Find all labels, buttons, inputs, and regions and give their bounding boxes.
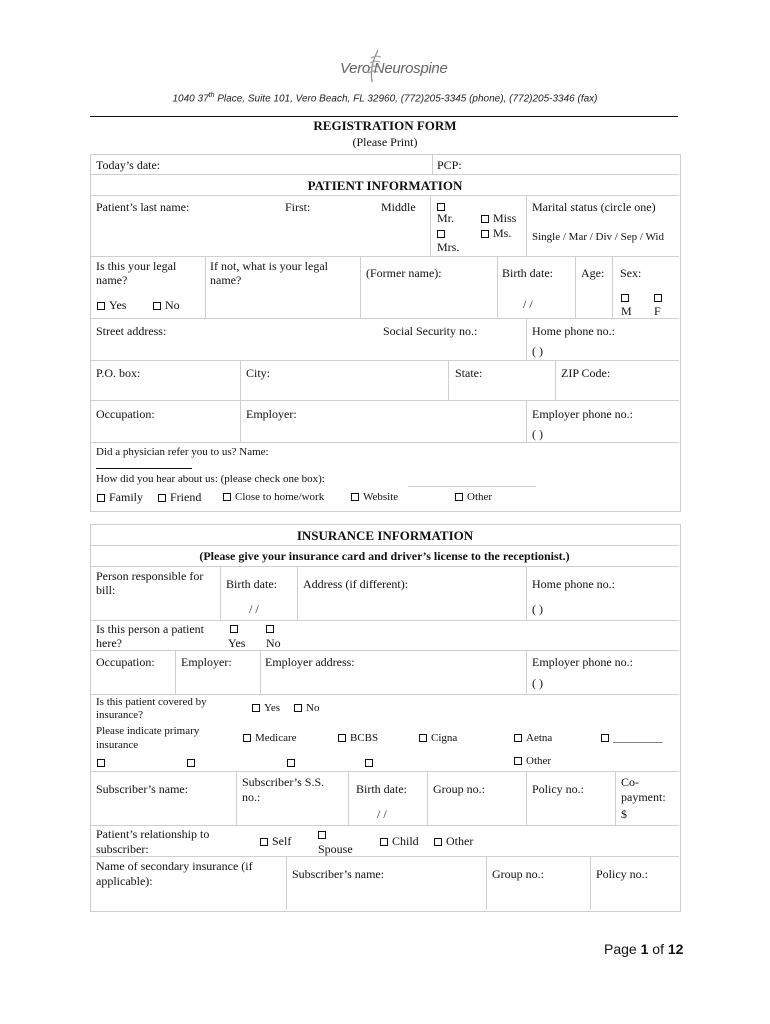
title-checkbox-mrs[interactable] bbox=[437, 226, 449, 241]
covered-no-checkbox[interactable] bbox=[294, 702, 319, 714]
custom-carrier-blank: _________ bbox=[613, 732, 663, 744]
home-phone-parens: ( ) bbox=[532, 344, 543, 358]
checkbox-icon bbox=[97, 494, 105, 502]
checkbox-icon bbox=[481, 230, 489, 238]
resp-employer-phone-field[interactable]: Employer phone no.: bbox=[532, 655, 633, 669]
current-page: 1 bbox=[640, 941, 649, 957]
covered-question-2: insurance? bbox=[96, 709, 144, 721]
title-label-mr: Mr. bbox=[437, 211, 455, 225]
hear-family-checkbox[interactable] bbox=[97, 490, 143, 505]
secondary-policy-field[interactable]: Policy no.: bbox=[596, 867, 649, 881]
other-carrier-checkbox[interactable] bbox=[514, 755, 551, 767]
family-label: Family bbox=[109, 490, 144, 504]
relationship-child-checkbox[interactable] bbox=[380, 834, 419, 849]
checkbox-icon bbox=[437, 230, 445, 238]
resp-birth-date-field[interactable]: Birth date: bbox=[226, 577, 277, 591]
home-phone-field[interactable]: Home phone no.: bbox=[532, 324, 615, 338]
primary-insurance-label-2: insurance bbox=[96, 739, 139, 751]
divider bbox=[90, 771, 679, 772]
bcbs-label: BCBS bbox=[350, 732, 379, 744]
secondary-subscriber-field[interactable]: Subscriber’s name: bbox=[292, 867, 385, 881]
child-label: Child bbox=[392, 834, 419, 848]
divider bbox=[427, 771, 428, 825]
divider bbox=[90, 650, 679, 651]
ms-label: Ms. bbox=[493, 226, 512, 240]
practice-address bbox=[0, 92, 770, 104]
divider bbox=[430, 195, 431, 256]
checkbox-icon bbox=[243, 734, 251, 742]
legal-name-question-2: name? bbox=[96, 273, 128, 287]
age-field[interactable]: Age: bbox=[581, 266, 605, 280]
birth-date-slashes: / / bbox=[523, 297, 533, 311]
extra-checkbox-2[interactable] bbox=[187, 755, 199, 770]
relationship-other-checkbox[interactable] bbox=[434, 834, 473, 849]
checkbox-icon bbox=[481, 215, 489, 223]
page-prefix: Page bbox=[604, 941, 641, 957]
street-address-field[interactable]: Street address: bbox=[96, 324, 167, 338]
checkbox-icon bbox=[97, 759, 105, 767]
former-name-field[interactable]: (Former name): bbox=[366, 266, 442, 280]
checkbox-icon bbox=[514, 734, 522, 742]
checkbox-icon bbox=[187, 759, 195, 767]
is-patient-no-checkbox[interactable] bbox=[266, 621, 278, 636]
extra-checkbox-3[interactable] bbox=[287, 755, 299, 770]
subscriber-name-field[interactable]: Subscriber’s name: bbox=[96, 782, 189, 796]
form-subtitle: (Please Print) bbox=[352, 135, 418, 149]
first-name-field[interactable]: First: bbox=[285, 200, 311, 214]
patient-section-title: PATIENT INFORMATION bbox=[307, 178, 463, 193]
divider bbox=[220, 566, 221, 620]
hear-friend-checkbox[interactable] bbox=[158, 490, 201, 505]
primary-insurance-label: Please indicate primary bbox=[96, 725, 200, 737]
checkbox-icon bbox=[252, 704, 260, 712]
checkbox-icon bbox=[365, 759, 373, 767]
divider bbox=[497, 256, 498, 318]
checkbox-icon bbox=[338, 734, 346, 742]
divider bbox=[90, 256, 679, 257]
divider bbox=[526, 400, 527, 442]
checkbox-icon bbox=[351, 493, 359, 501]
ssn-field[interactable]: Social Security no.: bbox=[383, 324, 478, 338]
state-field[interactable]: State: bbox=[455, 366, 483, 380]
divider bbox=[526, 771, 527, 825]
spouse-label: Spouse bbox=[318, 842, 353, 856]
divider bbox=[297, 566, 298, 620]
divider bbox=[240, 400, 241, 442]
page-of: of bbox=[648, 941, 668, 957]
policy-no-field[interactable]: Policy no.: bbox=[532, 782, 585, 796]
divider bbox=[90, 825, 679, 826]
divider bbox=[432, 154, 433, 174]
covered-yes-checkbox[interactable] bbox=[252, 702, 280, 714]
relationship-spouse-checkbox[interactable] bbox=[318, 827, 330, 842]
divider bbox=[526, 566, 527, 620]
checkbox-icon bbox=[260, 838, 268, 846]
cigna-label: Cigna bbox=[431, 732, 458, 744]
sex-label: Sex: bbox=[620, 266, 642, 280]
middle-name-field[interactable]: Middle bbox=[381, 200, 416, 214]
subscriber-birth-date-field[interactable]: Birth date: bbox=[356, 782, 407, 796]
bcbs-checkbox[interactable] bbox=[338, 732, 378, 744]
divider bbox=[526, 318, 527, 360]
divider bbox=[205, 256, 206, 318]
divider bbox=[90, 442, 679, 443]
sex-m-label: M bbox=[621, 304, 632, 318]
divider bbox=[555, 360, 556, 400]
if-not-legal-name: If not, what is your legal bbox=[210, 259, 328, 273]
title-checkbox-miss[interactable] bbox=[481, 211, 516, 226]
hear-other-line bbox=[408, 486, 536, 487]
close-label: Close to home/work bbox=[235, 491, 325, 503]
is-patient-yes-label: Yes bbox=[228, 636, 246, 650]
resp-home-phone-parens: ( ) bbox=[532, 602, 543, 616]
is-patient-yes-checkbox[interactable] bbox=[230, 621, 242, 636]
checkbox-icon bbox=[601, 734, 609, 742]
city-field[interactable]: City: bbox=[246, 366, 271, 380]
subscriber-birth-date-slashes: / / bbox=[377, 807, 387, 821]
referral-question: Did a physician refer you to us? Name: bbox=[96, 446, 269, 458]
divider bbox=[90, 566, 679, 567]
title-label-mrs: Mrs. bbox=[437, 240, 460, 254]
resp-employer-address-field[interactable]: Employer address: bbox=[265, 655, 355, 669]
divider bbox=[260, 650, 261, 694]
checkbox-icon bbox=[437, 203, 445, 211]
how-hear-question: How did you hear about us: (please check one box): bbox=[96, 473, 325, 485]
yes-label: Yes bbox=[264, 702, 281, 714]
extra-checkbox-4[interactable] bbox=[365, 755, 377, 770]
checkbox-icon bbox=[153, 302, 161, 310]
responsible-party-label: Person responsible for bbox=[96, 569, 204, 583]
sex-f-label: F bbox=[654, 304, 661, 318]
custom-carrier-checkbox[interactable] bbox=[601, 732, 663, 744]
divider bbox=[236, 771, 237, 825]
is-patient-question-2: here? bbox=[96, 636, 122, 650]
checkbox-icon bbox=[266, 625, 274, 633]
employer-phone-parens: ( ) bbox=[532, 427, 543, 441]
insurance-section-title: INSURANCE INFORMATION bbox=[296, 528, 474, 543]
checkbox-icon bbox=[294, 704, 302, 712]
todays-date-field[interactable]: Today’s date: bbox=[96, 158, 161, 172]
website-label: Website bbox=[363, 491, 399, 503]
header-rule bbox=[90, 116, 678, 117]
sex-m-checkbox[interactable] bbox=[621, 290, 633, 305]
divider bbox=[575, 256, 576, 318]
covered-question: Is this patient covered by bbox=[96, 696, 207, 708]
miss-label: Miss bbox=[493, 211, 517, 225]
secondary-insurance-label-2[interactable]: applicable): bbox=[96, 874, 153, 888]
divider bbox=[90, 694, 679, 695]
legal-name-no-checkbox[interactable] bbox=[153, 298, 180, 313]
secondary-insurance-label: Name of secondary insurance (if bbox=[96, 859, 253, 873]
checkbox-icon bbox=[318, 831, 326, 839]
divider bbox=[90, 620, 679, 621]
divider bbox=[90, 400, 679, 401]
checkbox-icon bbox=[654, 294, 662, 302]
other-label: Other bbox=[467, 491, 493, 503]
address-rest: Place, Suite 101, Vero Beach, FL 32960, (772)205-3345 (phone), (772)205-3346 (fax) bbox=[214, 93, 598, 105]
checkbox-icon bbox=[434, 838, 442, 846]
checkbox-icon bbox=[621, 294, 629, 302]
checkbox-icon bbox=[287, 759, 295, 767]
total-pages: 12 bbox=[667, 941, 684, 957]
pcp-field[interactable]: PCP: bbox=[437, 158, 462, 172]
relationship-label-2: subscriber: bbox=[96, 842, 149, 856]
resp-birth-date-slashes: / / bbox=[249, 602, 259, 616]
subscriber-ss-field-2: no.: bbox=[242, 790, 261, 804]
vero-neurospine-logo bbox=[340, 48, 480, 84]
last-name-field[interactable]: Patient’s last name: bbox=[96, 200, 190, 214]
self-label: Self bbox=[272, 834, 292, 848]
insurance-note: (Please give your insurance card and driver’s license to the receptionist.) bbox=[199, 549, 570, 563]
divider bbox=[615, 771, 616, 825]
occupation-field[interactable]: Occupation: bbox=[96, 407, 155, 421]
sex-f-checkbox[interactable] bbox=[654, 290, 666, 305]
checkbox-icon bbox=[419, 734, 427, 742]
is-patient-question: Is this person a patient bbox=[96, 622, 204, 636]
other-carrier-label: Other bbox=[526, 755, 552, 767]
responsible-party-label-2: bill: bbox=[96, 583, 116, 597]
resp-address-field[interactable]: Address (if different): bbox=[303, 577, 409, 591]
aetna-checkbox[interactable] bbox=[514, 732, 552, 744]
friend-label: Friend bbox=[170, 490, 202, 504]
secondary-group-field[interactable]: Group no.: bbox=[492, 867, 544, 881]
divider bbox=[486, 856, 487, 910]
checkbox-icon bbox=[380, 838, 388, 846]
checkbox-icon bbox=[223, 493, 231, 501]
divider bbox=[348, 771, 349, 825]
copayment-label-2: payment: bbox=[621, 790, 666, 804]
divider bbox=[526, 650, 527, 694]
if-not-legal-name-2: name? bbox=[210, 273, 242, 287]
no-label: No bbox=[165, 298, 180, 312]
divider bbox=[90, 174, 679, 175]
divider bbox=[612, 256, 613, 318]
resp-occupation-field[interactable]: Occupation: bbox=[96, 655, 155, 669]
birth-date-field[interactable]: Birth date: bbox=[502, 266, 553, 280]
rel-other-label: Other bbox=[446, 834, 474, 848]
divider bbox=[90, 360, 679, 361]
checkbox-icon bbox=[514, 757, 522, 765]
po-box-field[interactable]: P.O. box: bbox=[96, 366, 141, 380]
hear-close-checkbox[interactable] bbox=[223, 491, 324, 503]
checkbox-icon bbox=[97, 302, 105, 310]
extra-checkbox-1[interactable] bbox=[97, 755, 109, 770]
resp-employer-phone-parens: ( ) bbox=[532, 676, 543, 690]
divider bbox=[526, 195, 527, 256]
zip-code-field[interactable]: ZIP Code: bbox=[561, 366, 611, 380]
aetna-label: Aetna bbox=[526, 732, 553, 744]
checkbox-icon bbox=[230, 625, 238, 633]
divider bbox=[90, 195, 679, 196]
employer-phone-field[interactable]: Employer phone no.: bbox=[532, 407, 633, 421]
divider bbox=[240, 360, 241, 400]
checkbox-icon bbox=[455, 493, 463, 501]
referral-name-line[interactable] bbox=[96, 468, 192, 469]
is-patient-no-label: No bbox=[266, 636, 281, 650]
divider bbox=[448, 360, 449, 400]
no-label: No bbox=[306, 702, 320, 714]
logo-text: Vero Neurospine bbox=[340, 60, 448, 77]
divider bbox=[90, 318, 679, 319]
medicare-label: Medicare bbox=[255, 732, 297, 744]
medicare-checkbox[interactable] bbox=[243, 732, 297, 744]
divider bbox=[590, 856, 591, 910]
legal-name-question: Is this your legal bbox=[96, 259, 177, 273]
hear-other-checkbox[interactable] bbox=[455, 491, 492, 503]
cigna-checkbox[interactable] bbox=[419, 732, 457, 744]
divider bbox=[286, 856, 287, 910]
page-number bbox=[604, 941, 683, 957]
marital-status-options[interactable]: Single / Mar / Div / Sep / Wid bbox=[532, 231, 664, 243]
copayment-label: Co- bbox=[621, 775, 639, 789]
resp-employer-field[interactable]: Employer: bbox=[181, 655, 232, 669]
relationship-self-checkbox[interactable] bbox=[260, 834, 291, 849]
yes-label: Yes bbox=[109, 298, 127, 312]
relationship-label: Patient’s relationship to bbox=[96, 827, 210, 841]
form-title: REGISTRATION FORM bbox=[313, 118, 457, 133]
employer-field[interactable]: Employer: bbox=[246, 407, 297, 421]
divider bbox=[90, 545, 679, 546]
hear-website-checkbox[interactable] bbox=[351, 491, 398, 503]
subscriber-ss-field[interactable]: Subscriber’s S.S. bbox=[242, 775, 325, 789]
title-checkbox-ms[interactable] bbox=[481, 226, 511, 241]
marital-status-label: Marital status (circle one) bbox=[532, 200, 656, 214]
divider bbox=[175, 650, 176, 694]
address-part: 1040 37 bbox=[172, 93, 209, 105]
group-no-field[interactable]: Group no.: bbox=[433, 782, 485, 796]
legal-name-yes-checkbox[interactable] bbox=[97, 298, 126, 313]
copayment-field[interactable]: $ bbox=[621, 807, 627, 821]
divider bbox=[360, 256, 361, 318]
address-sup: th bbox=[208, 92, 215, 99]
checkbox-icon bbox=[158, 494, 166, 502]
resp-home-phone-field[interactable]: Home phone no.: bbox=[532, 577, 615, 591]
